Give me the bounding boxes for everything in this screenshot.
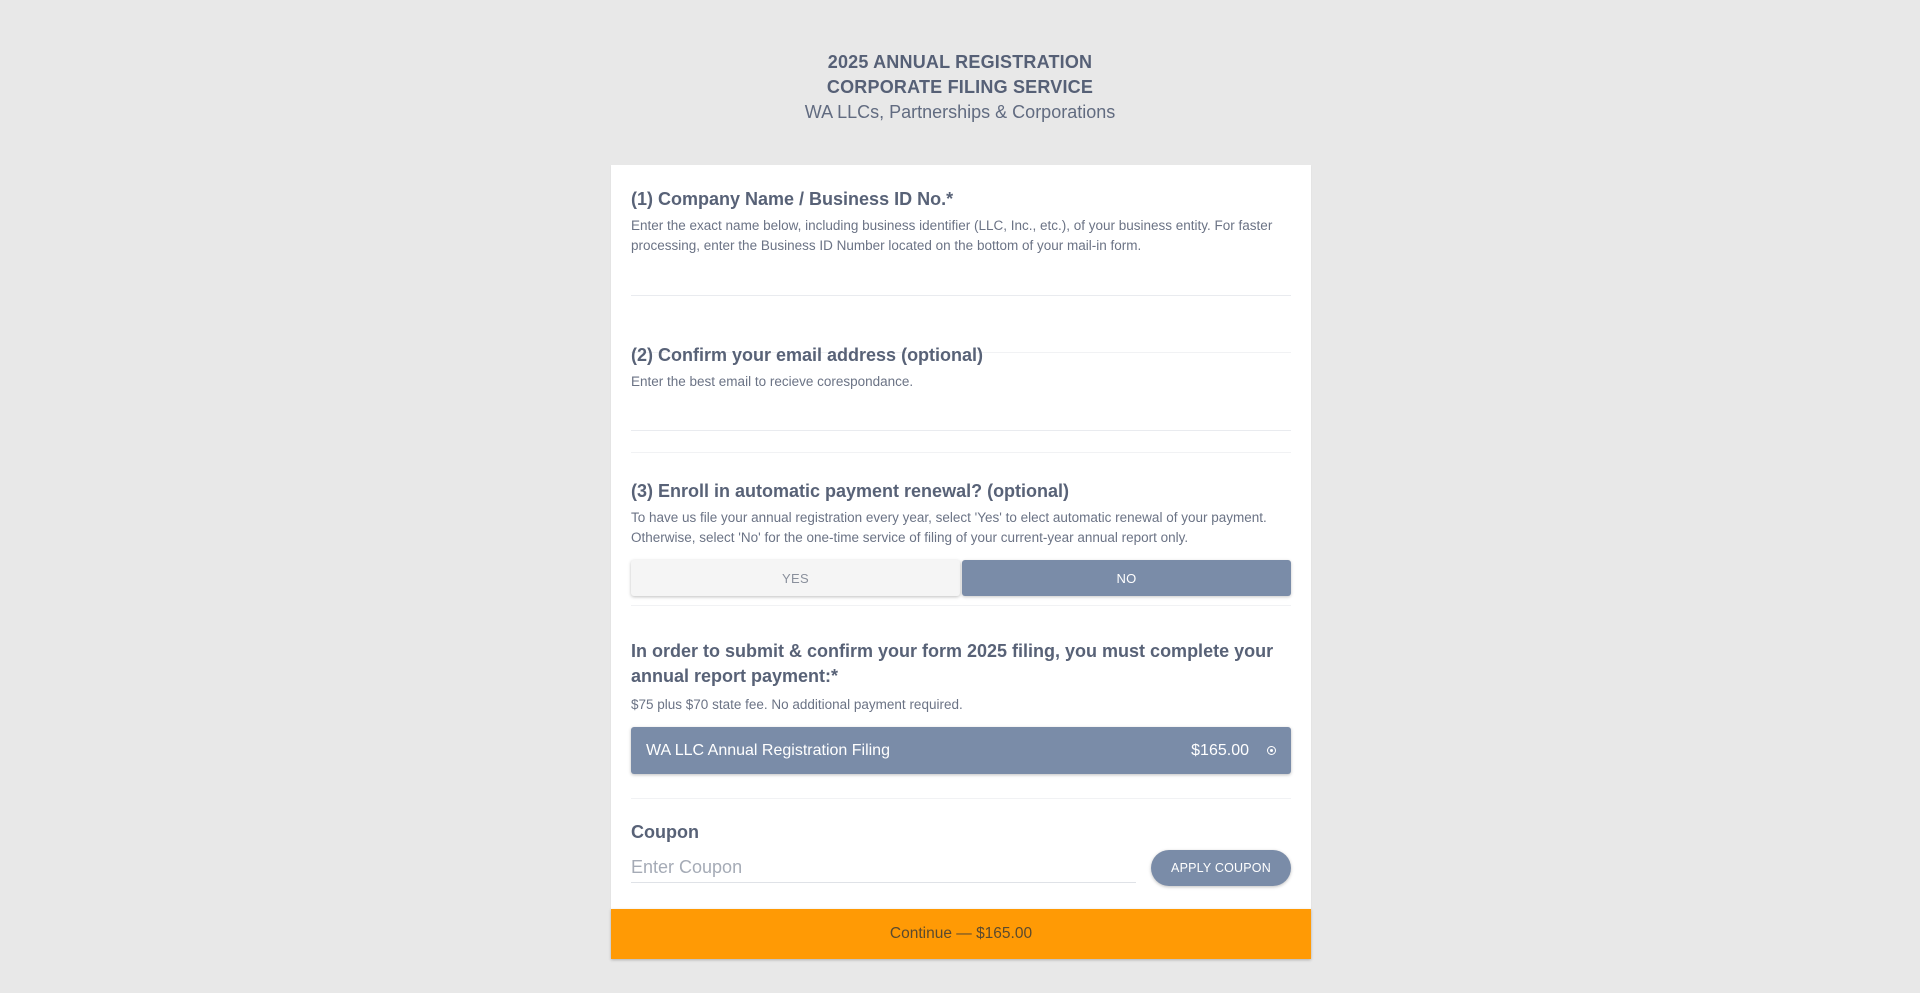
- product-name: WA LLC Annual Registration Filing: [646, 741, 890, 759]
- header-title-line1: 2025 ANNUAL REGISTRATION: [827, 52, 1093, 72]
- email-input[interactable]: [631, 406, 1291, 431]
- coupon-input[interactable]: [631, 854, 1136, 883]
- company-name-description: Enter the exact name below, including business identifier (LLC, Inc., etc.), of your business entity. For faster processing, enter the Business ID Number located on the bottom of your mail-in form.: [631, 218, 1273, 253]
- radio-selected-icon: [1267, 746, 1276, 755]
- product-option[interactable]: [631, 727, 1291, 774]
- product-price: $165.00: [1191, 741, 1249, 759]
- header-title-line2: CORPORATE FILING SERVICE: [826, 77, 1094, 97]
- company-name-title: (1) Company Name / Business ID No.*: [631, 189, 954, 209]
- payment-description: $75 plus $70 state fee. No additional payment required.: [631, 697, 963, 712]
- continue-button[interactable]: Continue — $165.00: [611, 909, 1311, 959]
- coupon-section: [631, 821, 1291, 886]
- section-divider: [631, 605, 1291, 606]
- payment-title: In order to submit & confirm your form 2025 filing, you must complete your annual report payment:*: [631, 641, 1274, 686]
- email-title: (2) Confirm your email address (optional): [631, 345, 984, 365]
- auto-renewal-toggle: [631, 560, 1291, 596]
- section-divider: [631, 452, 1291, 453]
- page-header: [0, 0, 1920, 125]
- company-name-input[interactable]: [631, 271, 1291, 296]
- apply-coupon-button[interactable]: APPLY COUPON: [1151, 850, 1291, 886]
- email-description: Enter the best email to recieve corespondance.: [631, 374, 914, 389]
- payment-section: [631, 639, 1291, 774]
- section-divider: [631, 798, 1291, 799]
- auto-renewal-no-button[interactable]: NO: [962, 560, 1291, 596]
- coupon-title: Coupon: [631, 822, 699, 842]
- auto-renewal-title: (3) Enroll in automatic payment renewal? (optional): [631, 481, 1070, 501]
- question-email: [631, 344, 1291, 431]
- header-subtitle: WA LLCs, Partnerships & Corporations: [804, 102, 1116, 122]
- auto-renewal-description: To have us file your annual registration every year, select 'Yes' to elect automatic renewal of your payment. Otherwise, select 'No' for the one-time service of filing of your current-year annual report only.: [631, 510, 1267, 545]
- form-card: [611, 165, 1311, 959]
- question-auto-renewal: [631, 480, 1291, 596]
- question-company-name: [631, 188, 1291, 296]
- auto-renewal-yes-button[interactable]: YES: [631, 560, 960, 596]
